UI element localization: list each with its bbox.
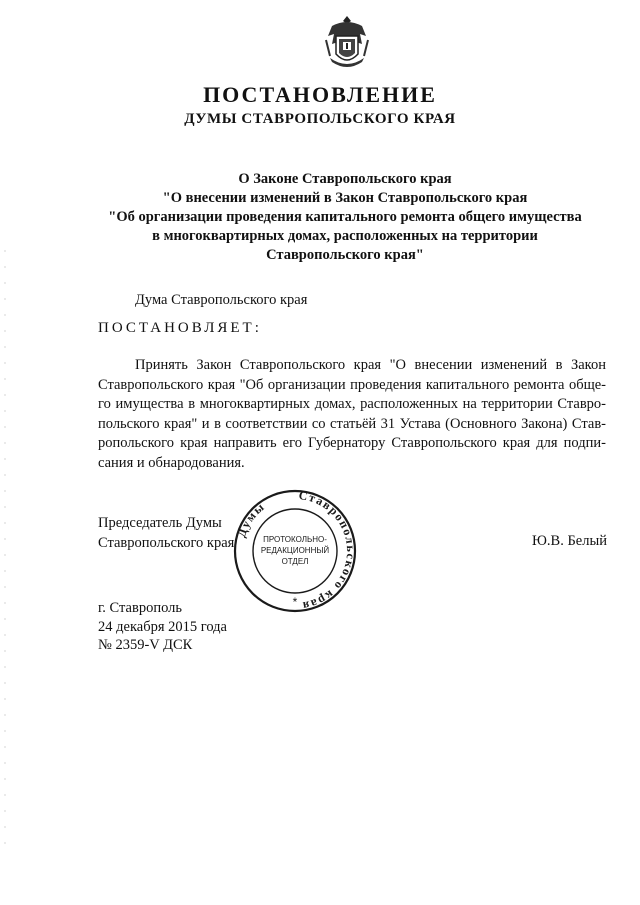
subject-line: в многоквартирных домах, расположенных на территории <box>152 228 538 244</box>
paragraph-line: Ставропольского края "Об организации проведения капитального ремонта обще- <box>98 376 606 393</box>
signatory-title <box>98 514 234 553</box>
subject-line: Ставропольского края" <box>266 247 424 263</box>
subject-line: "О внесении изменений в Закон Ставропольского края <box>162 190 528 206</box>
paragraph-line: го имущества в многоквартирных домах, расположенных на территории Ставро- <box>98 396 606 412</box>
subject-line: "Об организации проведения капитального ремонта общего имущества <box>108 209 582 225</box>
issuer-line: Дума Ставропольского края <box>135 292 308 308</box>
subject-line: О Законе Ставропольского края <box>238 171 452 187</box>
stamp-ring-text: Ставропольского края <box>297 488 358 614</box>
paragraph-line: польского края" и в соответствии со статьёй 31 Устава (Основного Закона) Став- <box>98 415 606 432</box>
document-subtitle: ДУМЫ СТАВРОПОЛЬСКОГО КРАЯ <box>184 111 456 127</box>
paragraph-line: Принять Закон Ставропольского края "О внесении изменений в Закон <box>135 357 606 373</box>
document-title: ПОСТАНОВЛЕНИЕ <box>203 82 437 107</box>
paragraph-line: сания и обнародования. <box>98 454 245 471</box>
issue-date: 24 декабря 2015 года <box>98 618 227 635</box>
signatory-title-line: Председатель Думы <box>98 515 222 531</box>
signatory-title-line: Ставропольского края <box>98 534 235 551</box>
paragraph-line: ропольского края направить его Губернатору Ставропольского края для подпи- <box>98 435 606 451</box>
office-stamp-icon <box>232 488 358 614</box>
stamp-star: * <box>292 595 298 609</box>
stamp-ring-text-left: Думы <box>234 499 268 540</box>
stamp-center-line: ПРОТОКОЛЬНО- <box>263 535 327 544</box>
scan-edge-marks <box>4 250 6 850</box>
signatory-name: Ю.В. Белый <box>532 533 607 549</box>
stamp-center-line: ОТДЕЛ <box>281 557 309 566</box>
document-number: № 2359-V ДСК <box>98 637 193 653</box>
document-subject <box>90 170 600 265</box>
resolves-heading: ПОСТАНОВЛЯЕТ: <box>98 320 262 336</box>
svg-text:Думы <box>234 499 268 539</box>
stamp-center-line: РЕДАКЦИОННЫЙ <box>260 546 330 555</box>
coat-of-arms-icon <box>322 14 372 72</box>
document-footer <box>98 599 227 655</box>
issue-city: г. Ставрополь <box>98 600 183 616</box>
resolution-paragraph <box>98 356 606 473</box>
